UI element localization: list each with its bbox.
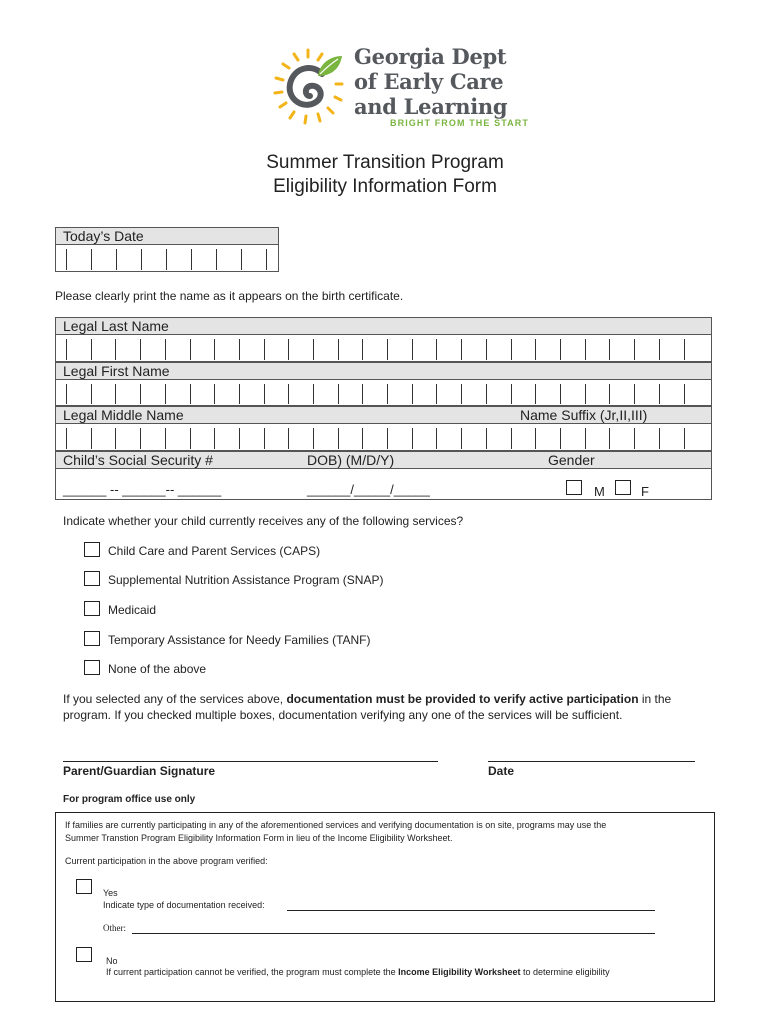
char-box-divider [140,384,141,404]
char-box-divider [387,384,388,404]
char-box-divider [461,339,462,360]
char-box-divider [461,428,462,449]
char-box-divider [214,384,215,404]
char-box-divider [338,428,339,449]
tanf-checkbox[interactable] [84,631,100,646]
char-box-divider [609,428,610,449]
char-box-divider [66,339,67,360]
swirl-icon [290,68,322,105]
char-box-divider [511,428,512,449]
char-box-divider [214,428,215,449]
char-box-divider [338,339,339,360]
char-box-divider [288,428,289,449]
char-box-divider [91,428,92,449]
first-name-boxes[interactable] [55,380,712,406]
char-box-divider [486,384,487,404]
char-box-divider [288,384,289,404]
char-box-divider [165,428,166,449]
char-box-divider [91,384,92,404]
char-box-divider [412,339,413,360]
char-box-divider [684,384,685,404]
char-box-divider [239,384,240,404]
office-para-line-1: If families are currently participating in any of the aforementioned services and verifying documentation is on site, programs may use the [65,820,607,830]
char-box-divider [140,428,141,449]
name-suffix-label: Name Suffix (Jr,II,III) [520,407,648,423]
char-box-divider [486,428,487,449]
other-line[interactable] [132,933,655,934]
char-box-divider [166,249,167,270]
char-box-divider [190,384,191,404]
char-box-divider [362,339,363,360]
ssn-label: Child’s Social Security # [63,452,213,468]
char-box-divider [585,384,586,404]
char-box-divider [190,339,191,360]
medicaid-checkbox[interactable] [84,601,100,616]
char-box-divider [560,428,561,449]
verified-yes-label: Yes [103,888,118,898]
char-box-divider [609,384,610,404]
doc-type-line[interactable] [287,910,655,911]
char-box-divider [116,249,117,270]
todays-date-boxes[interactable] [55,245,279,272]
form-title-line-2: Eligibility Information Form [273,176,497,197]
char-box-divider [684,428,685,449]
signature-date-label: Date [488,764,515,778]
documentation-line-2: program. If you checked multiple boxes, documentation verifying any one of the services will be sufficient. [63,708,623,722]
gender-m-checkbox[interactable] [566,480,582,495]
char-box-divider [535,339,536,360]
caps-label: Child Care and Parent Services (CAPS) [108,544,321,558]
signature-line[interactable] [63,761,438,762]
signature-date-line[interactable] [488,761,695,762]
documentation-line-1 [63,692,671,706]
dob-label: DOB) (M/D/Y) [307,452,395,468]
form-title-line-1: Summer Transition Program [266,152,504,173]
ssn-dob-gender-row [55,469,712,500]
char-box-divider [436,428,437,449]
other-label: Other: [103,923,126,933]
char-box-divider [165,339,166,360]
snap-checkbox[interactable] [84,571,100,586]
no-text-b: to determine eligibility [520,967,610,977]
ssn-dob-gender-label [55,451,712,469]
char-box-divider [313,384,314,404]
char-box-divider [609,339,610,360]
verified-no-checkbox[interactable] [76,947,92,962]
logo-tagline: BRIGHT FROM THE START [390,118,529,128]
char-box-divider [560,384,561,404]
char-box-divider [141,249,142,270]
char-box-divider [165,384,166,404]
logo-line-3: and Learning [354,94,508,119]
dob-input[interactable]: ______/_____/_____ [307,482,430,497]
char-box-divider [684,339,685,360]
verified-label: Current participation in the above program verified: [65,856,268,866]
verified-no-label: No [106,956,118,966]
none-label: None of the above [108,662,207,676]
char-box-divider [191,249,192,270]
char-box-divider [115,384,116,404]
char-box-divider [511,384,512,404]
no-text-bold: Income Eligibility Worksheet [398,967,521,977]
char-box-divider [560,339,561,360]
logo-line-1: Georgia Dept [354,44,507,69]
char-box-divider [313,339,314,360]
char-box-divider [66,384,67,404]
char-box-divider [362,428,363,449]
snap-label: Supplemental Nutrition Assistance Program (SNAP) [108,573,384,587]
verified-yes-checkbox[interactable] [76,879,92,894]
char-box-divider [214,339,215,360]
char-box-divider [66,249,67,270]
none-checkbox[interactable] [84,660,100,675]
char-box-divider [239,428,240,449]
doc-type-label: Indicate type of documentation received: [103,900,265,910]
char-box-divider [634,384,635,404]
char-box-divider [264,428,265,449]
doc-text-a: If you selected any of the services above, [63,692,287,706]
char-box-divider [387,428,388,449]
middle-name-text: Legal Middle Name [63,407,184,423]
caps-checkbox[interactable] [84,542,100,557]
last-name-label: Legal Last Name [55,317,712,335]
char-box-divider [216,249,217,270]
first-name-label: Legal First Name [55,362,712,380]
char-box-divider [659,428,660,449]
char-box-divider [535,428,536,449]
char-box-divider [239,339,240,360]
tanf-label: Temporary Assistance for Needy Families (TANF) [108,633,371,647]
todays-date-label: Today’s Date [55,227,279,245]
middle-name-label [55,406,712,424]
signature-label: Parent/Guardian Signature [63,764,216,778]
gender-m-label: M [594,484,605,499]
char-box-divider [461,384,462,404]
char-box-divider [535,384,536,404]
char-box-divider [140,339,141,360]
char-box-divider [585,339,586,360]
print-instruction: Please clearly print the name as it appears on the birth certificate. [55,289,404,303]
no-text-a: If current participation cannot be verified, the program must complete the [106,967,399,977]
char-box-divider [412,384,413,404]
char-box-divider [264,384,265,404]
gender-f-checkbox[interactable] [615,480,631,495]
gender-label: Gender [548,452,595,468]
char-box-divider [91,249,92,270]
char-box-divider [387,339,388,360]
office-use-box [55,812,715,1002]
char-box-divider [412,428,413,449]
gender-f-label: F [641,484,649,499]
logo-line-2: of Early Care [354,69,504,94]
char-box-divider [288,339,289,360]
char-box-divider [266,249,267,270]
char-box-divider [241,249,242,270]
char-box-divider [634,428,635,449]
services-prompt: Indicate whether your child currently receives any of the following services? [63,514,464,528]
char-box-divider [91,339,92,360]
doc-text-bold: documentation must be provided to verify active participation [286,692,639,706]
char-box-divider [659,339,660,360]
char-box-divider [313,428,314,449]
char-box-divider [338,384,339,404]
char-box-divider [436,384,437,404]
char-box-divider [362,384,363,404]
char-box-divider [659,384,660,404]
char-box-divider [264,339,265,360]
middle-name-boxes[interactable] [55,424,712,451]
char-box-divider [190,428,191,449]
char-box-divider [115,428,116,449]
char-box-divider [585,428,586,449]
char-box-divider [115,339,116,360]
last-name-boxes[interactable] [55,335,712,362]
logo-wordmark [354,44,507,119]
char-box-divider [511,339,512,360]
char-box-divider [436,339,437,360]
char-box-divider [486,339,487,360]
ssn-input[interactable]: ______ -- ______-- ______ [63,482,222,497]
char-box-divider [634,339,635,360]
doc-text-b: in the [638,692,672,706]
office-para-line-2: Summer Transtion Program Eligibility Information Form in lieu of the Income Eligibility Worksheet. [65,833,453,843]
office-use-heading: For program office use only [63,794,196,805]
no-instruction [106,967,610,977]
char-box-divider [66,428,67,449]
medicaid-label: Medicaid [108,603,157,617]
